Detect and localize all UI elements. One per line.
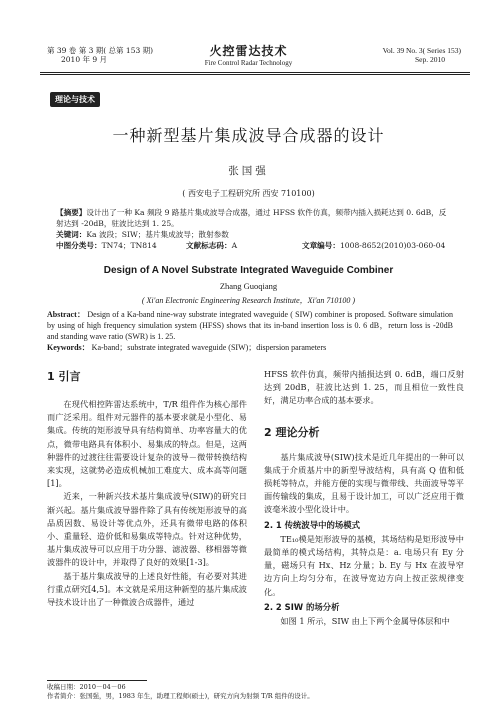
- paragraph: 基片集成波导(SIW)技术是近几年提出的一种可以集成于介质基片中的新型导波结构，具有高 Q 值和低损耗等特点，并能方便的实现与微带线、共面波导等平面传输线的集成，且易于设计加工，可以广泛应用于微波毫米波小型化设计中。: [264, 451, 464, 515]
- issue-info-en: [383, 46, 461, 64]
- keywords-en-text: Ka-band；substrate integrated waveguide (SIW)；dispersion parameters: [91, 343, 327, 352]
- abstract-cn-text: 设计出了一种 Ka 频段 9 路基片集成波导合成器，通过 HFSS 软件仿真，频带内插入损耗达到 0. 6dB，反射达到 -20dB，驻波比达到 1. 25。: [56, 208, 447, 228]
- author-affiliation: ( 西安电子工程研究所 西安 710100): [182, 189, 315, 198]
- abstract-cn-body: [56, 207, 451, 229]
- section-1-heading: 1 引言: [47, 370, 81, 383]
- paragraph: 如图 1 所示，SIW 由上下两个金属导体层和中: [280, 616, 450, 627]
- section-2-heading: 2 理论分析: [264, 425, 320, 439]
- classification-line: [56, 240, 451, 251]
- author-name: 张国强: [228, 165, 269, 177]
- abstract-en-label: Abstract：: [47, 310, 86, 319]
- article-title: 一种新型基片集成波导合成器的设计: [112, 126, 385, 145]
- received-date: 收稿日期：2010－04－06: [47, 683, 126, 691]
- keywords-en: [47, 342, 453, 353]
- clc-number: 中图分类号：TN74；TN814: [56, 241, 157, 250]
- article-title-en: Design of A Novel Substrate Integrated Waveguide Combiner: [103, 265, 394, 276]
- document-code: 文献标志码：A: [186, 241, 238, 250]
- left-column: [47, 368, 247, 609]
- paragraph: 在现代相控阵雷达系统中，T/R 组件作为核心部件而广泛采用。组件对元器件的基本要求就是小型化、易集成。传统的矩形波导具有结构简单、功率容量大的优点，微带电路具有体积小、易集成的特点。但是，这两种器件的过渡往往需要设计复杂的波导－微带转换结构来实现，这就势必造成机械加工难度大、成本高等问题[1]。: [47, 399, 247, 489]
- footnote: [47, 683, 467, 701]
- issue-date: 2010 年 9 月: [61, 55, 108, 64]
- author-name-en: Zhang Guoqiang: [219, 281, 278, 291]
- paragraph: TE₁₀模是矩形波导的基模，其场结构是矩形波导中最简单的模式场结构，其特点是：a. 电场只有 Ey 分量，磁场只有 Hx、Hz 分量；b. Ey 与 Hx 在波导窄边方向上均匀分布，在波导宽边方向上按正弦规律变化。: [264, 533, 464, 597]
- issue-date-en: Sep. 2010: [415, 55, 445, 64]
- paragraph: 基于基片集成波导的上述良好性能，有必要对其进行重点研究[4,5]。本文就是采用这种新型的基片集成波导技术设计出了一种微波合成器件，通过: [47, 570, 247, 608]
- author-affiliation-en: ( Xi'an Electronic Engineering Research Institute，Xi'an 710100 ): [141, 296, 356, 305]
- footnote-rule: [47, 680, 147, 681]
- keywords-cn: [56, 229, 451, 240]
- paragraph: 近来，一种新兴技术基片集成波导(SIW)的研究日渐兴起。基片集成波导器件除了具有传统矩形波导的高品质因数、易设计等优点外，还具有微带电路的体积小、重量轻、造价低和易集成等特点。针对这种优势，基片集成波导可以应用于功分器、滤波器、移相器等微波器件的设计中，并取得了良好的效果[1-3]。: [47, 491, 247, 568]
- paragraph: HFSS 软件仿真，频带内插损达到 0. 6dB，端口反射达到 20dB，驻波比达到 1. 25，而且相位一致性良好，满足功率合成的基本要求。: [264, 369, 464, 406]
- journal-name-en: Fire Control Radar Technology: [204, 59, 293, 67]
- keywords-cn-text: Ka 波段；SIW；基片集成波导；散射参数: [86, 230, 229, 239]
- subsection-2-2-heading: 2. 2 SIW 的场分析: [264, 601, 340, 612]
- keywords-en-label: Keywords：: [47, 343, 90, 352]
- header-rule-2: [40, 74, 470, 75]
- abstract-en-body: [47, 309, 453, 342]
- subsection-2-1-heading: 2. 1 传统波导中的场模式: [264, 519, 361, 530]
- issue-volume: 第 39 卷 第 3 期( 总第 153 期): [47, 46, 154, 55]
- article-number: 文章编号：1008-8652(2010)03-060-04: [302, 241, 446, 250]
- section-1-body: [47, 398, 247, 609]
- abstract-en-text: Design of a Ka-band nine-way substrate integrated waveguide ( SIW) combiner is proposed. Software simulation by using of high frequency simulation system (HFSS) shows that its in-band insertion loss is 0. 6 dB，return loss is -20dB and standing wave ratio (SWR) is 1. 25.: [47, 310, 453, 341]
- abstract-en: [47, 309, 453, 353]
- intro-continued: [264, 368, 464, 408]
- keywords-cn-label: 关键词：: [56, 230, 87, 239]
- abstract-cn-label: 【摘要】: [56, 208, 87, 217]
- header-rule: [40, 72, 470, 73]
- issue-volume-en: Vol. 39 No. 3( Series 153): [382, 46, 461, 55]
- right-column: [264, 368, 464, 628]
- section-tag: 理论与技术: [50, 92, 100, 107]
- journal-name-cn: 火控雷达技术: [209, 44, 288, 58]
- abstract-cn: [56, 207, 451, 251]
- author-bio: 作者简介：张国强，男，1983 年生，助理工程师(硕士)，研究方向为射频 T/R 组件的设计。: [47, 692, 314, 700]
- section-2-body: [264, 451, 464, 629]
